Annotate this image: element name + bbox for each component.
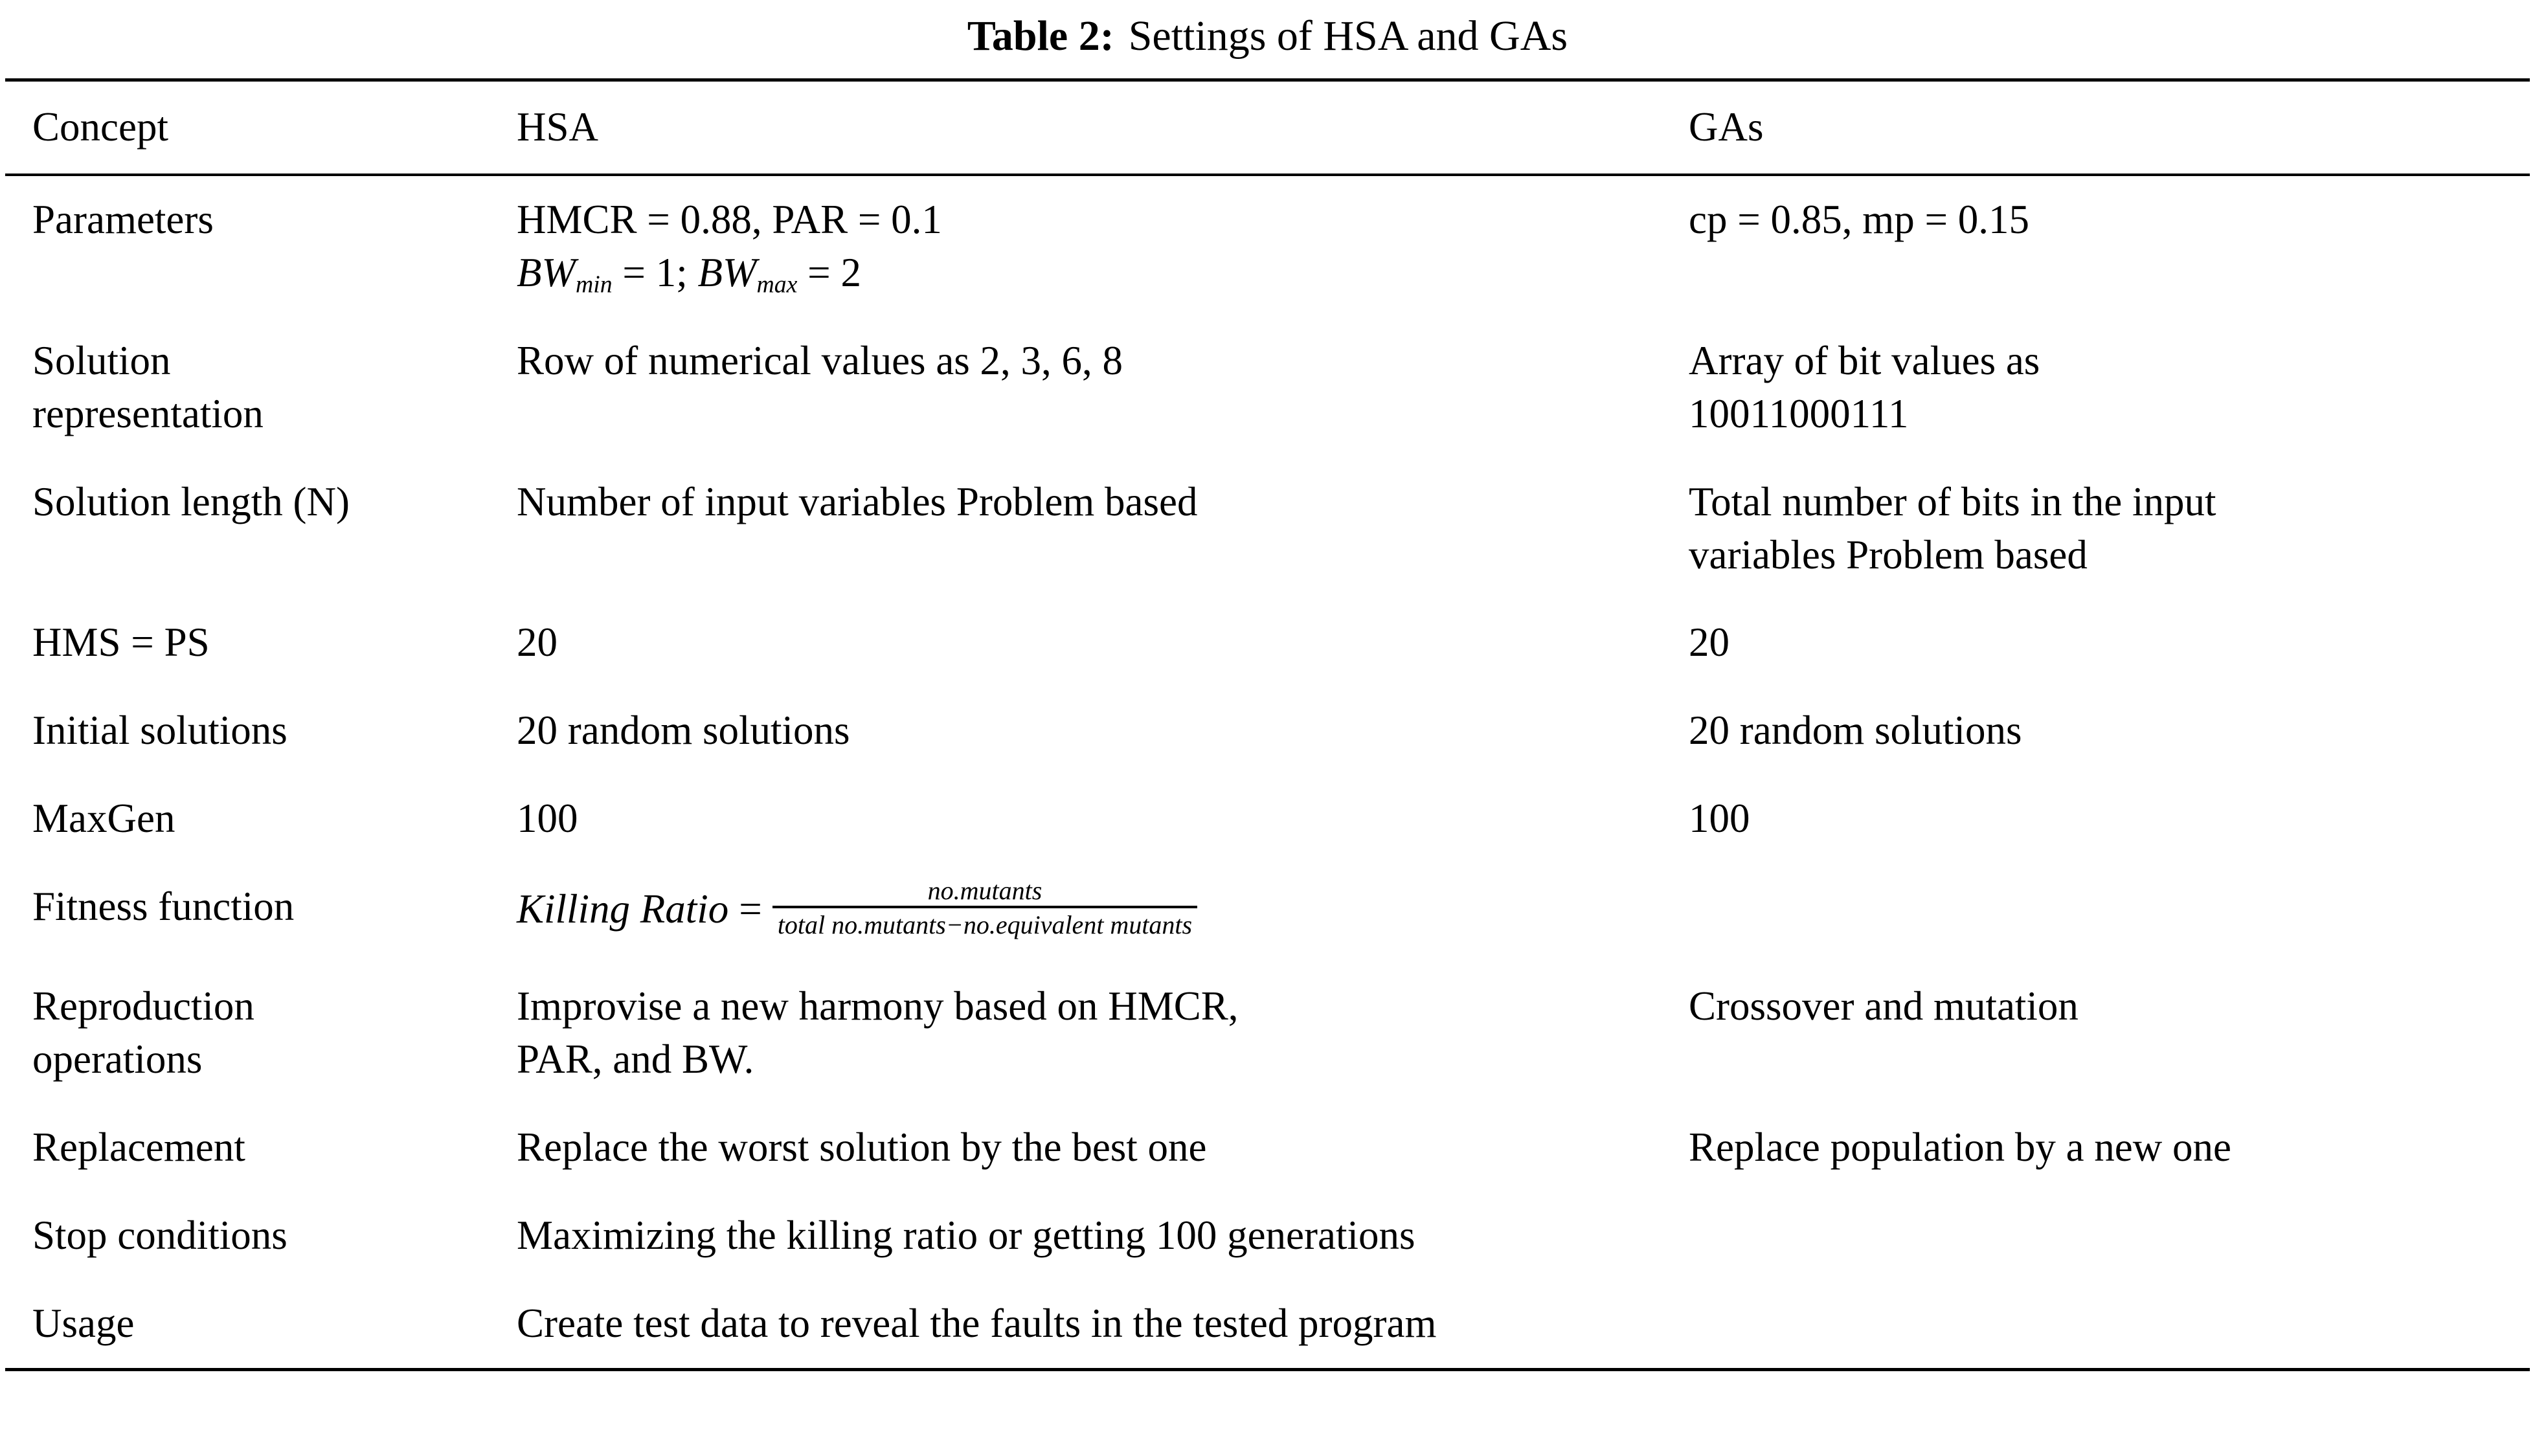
fitness-formula xyxy=(517,876,1197,940)
cell-hsa: Replace the worst solution by the best one xyxy=(517,1125,1207,1170)
formula-lhs: Killing Ratio xyxy=(517,886,729,932)
hsa-parameters-math-line xyxy=(517,247,1673,300)
fraction-numerator: no.mutants xyxy=(927,876,1042,906)
concept-line1: Solution xyxy=(32,337,171,383)
gas-line2: 10011000111 xyxy=(1689,390,1909,436)
cell-gas: 100 xyxy=(1689,796,1750,842)
cell-hsa: Row of numerical values as 2, 3, 6, 8 xyxy=(517,337,1123,383)
gas-line2: variables Problem based xyxy=(1689,532,2088,577)
bw-min-symbol: BW xyxy=(517,249,576,295)
table-row-solution-length xyxy=(5,458,2530,599)
column-header-gas: GAs xyxy=(1689,104,1764,150)
bw-min-subscript: min xyxy=(575,271,613,298)
cell-hsa: Number of input variables Problem based xyxy=(517,478,1198,524)
cell-concept: Initial solutions xyxy=(32,708,287,754)
bw-max-subscript: max xyxy=(756,271,798,298)
cell-gas: Replace population by a new one xyxy=(1689,1125,2231,1170)
table-row-fitness-function xyxy=(5,863,2530,963)
table-row-hms xyxy=(5,599,2530,687)
table-row-usage xyxy=(5,1280,2530,1368)
concept-line1: Reproduction xyxy=(32,983,254,1029)
cell-span: Maximizing the killing ratio or getting 100 generations xyxy=(517,1213,1415,1259)
cell-concept: Usage xyxy=(32,1301,135,1347)
hsa-parameters-line1: HMCR = 0.88, PAR = 0.1 xyxy=(517,197,942,243)
fraction-denominator: total no.mutants−no.equivalent mutants xyxy=(772,906,1197,940)
hsa-line2: PAR, and BW. xyxy=(517,1036,754,1082)
cell-hsa: 20 random solutions xyxy=(517,708,850,754)
cell-hsa xyxy=(517,863,1689,963)
table-row-reproduction xyxy=(5,963,2530,1104)
cell-concept: Replacement xyxy=(32,1125,245,1170)
cell-concept xyxy=(5,317,517,458)
cell-gas xyxy=(1689,458,2530,599)
hsa-line1: Improvise a new harmony based on HMCR, xyxy=(517,983,1239,1029)
cell-span: Create test data to reveal the faults in the tested program xyxy=(517,1301,1437,1347)
gas-line1: Total number of bits in the input xyxy=(1689,478,2216,524)
table-header-row xyxy=(5,82,2530,176)
caption-text: Settings of HSA and GAs xyxy=(1128,12,1568,60)
cell-hsa xyxy=(517,176,1689,317)
cell-gas: 20 xyxy=(1689,620,1729,666)
table-row-solution-representation xyxy=(5,317,2530,458)
cell-gas-empty xyxy=(1689,863,2530,898)
cell-concept: HMS = PS xyxy=(32,620,210,666)
cell-concept xyxy=(5,963,517,1104)
formula-equals: = xyxy=(739,886,762,932)
cell-gas xyxy=(1689,317,2530,458)
column-header-concept: Concept xyxy=(32,104,168,150)
table-row-maxgen xyxy=(5,775,2530,863)
table-row-stop-conditions xyxy=(5,1192,2530,1280)
cell-gas: 20 random solutions xyxy=(1689,708,2022,754)
cell-hsa: 20 xyxy=(517,620,558,666)
column-header-hsa: HSA xyxy=(517,104,599,150)
bw-max-value: = 2 xyxy=(797,249,861,295)
cell-concept: Solution length (N) xyxy=(32,478,350,524)
cell-concept: Parameters xyxy=(32,197,214,243)
table-row-initial-solutions xyxy=(5,687,2530,775)
formula-fraction xyxy=(772,875,1197,940)
gas-line1: Array of bit values as xyxy=(1689,337,2040,383)
table-row-parameters xyxy=(5,176,2530,317)
cell-concept: MaxGen xyxy=(32,796,175,842)
cell-gas: Crossover and mutation xyxy=(1689,983,2079,1029)
cell-concept: Fitness function xyxy=(32,884,295,930)
caption-label: Table 2: xyxy=(967,12,1114,60)
cell-hsa: 100 xyxy=(517,796,578,842)
cell-concept: Stop conditions xyxy=(32,1213,287,1259)
cell-hsa xyxy=(517,963,1689,1104)
concept-line2: operations xyxy=(32,1036,203,1082)
settings-table xyxy=(5,78,2530,1371)
bw-min-value: = 1; xyxy=(612,249,698,295)
table-row-replacement xyxy=(5,1104,2530,1192)
cell-gas: cp = 0.85, mp = 0.15 xyxy=(1689,197,2030,243)
concept-line2: representation xyxy=(32,390,264,436)
table-caption xyxy=(5,6,2530,78)
bw-max-symbol: BW xyxy=(697,249,757,295)
